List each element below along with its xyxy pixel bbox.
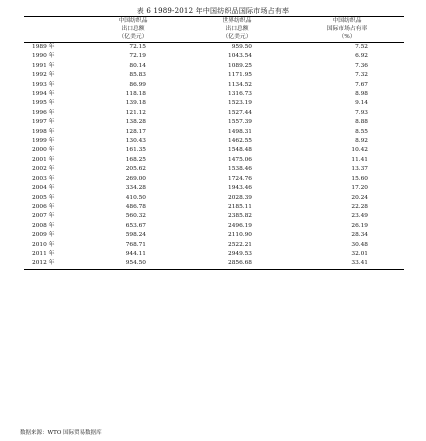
table-row: [24, 71, 404, 80]
table-row: [24, 212, 404, 221]
cell-market-share: 9.14: [355, 100, 368, 107]
table-row: [24, 146, 404, 155]
cell-market-share: 7.52: [355, 44, 368, 50]
cell-year: 2010 年: [32, 241, 55, 248]
table-row: [24, 52, 404, 61]
cell-market-share: 7.32: [355, 72, 368, 79]
cell-world-export: 1724.76: [228, 175, 252, 182]
cell-china-export: 944.11: [125, 250, 146, 257]
cell-china-export: 85.83: [129, 72, 146, 79]
table-row: [24, 81, 404, 90]
cell-world-export: 1523.19: [228, 100, 252, 107]
cell-china-export: 72.19: [129, 53, 146, 60]
cell-market-share: 30.48: [351, 241, 368, 248]
cell-world-export: 1557.39: [228, 119, 252, 126]
cell-market-share: 8.88: [355, 119, 368, 126]
cell-year: 1999 年: [32, 138, 55, 145]
header-share-line1: 中国纺织品: [290, 17, 404, 26]
table-row: [24, 231, 404, 240]
cell-market-share: 15.60: [351, 175, 368, 182]
cell-year: 1996 年: [32, 109, 55, 116]
cell-market-share: 33.41: [290, 259, 404, 269]
cell-world-export: 959.50: [231, 44, 252, 50]
cell-market-share: 10.42: [351, 147, 368, 154]
cell-china-export: 598.24: [125, 232, 146, 239]
table-row: [24, 259, 404, 269]
header-world-export-line3: （亿美元）: [184, 33, 290, 43]
cell-market-share: 8.55: [355, 128, 368, 135]
table-header: [24, 17, 404, 43]
table-row: [24, 194, 404, 203]
cell-market-share: 8.98: [355, 91, 368, 98]
header-year-line1: [24, 17, 82, 26]
cell-world-export: 1043.54: [228, 53, 252, 60]
cell-world-export: 2110.90: [228, 232, 252, 239]
cell-china-export: 138.28: [125, 119, 146, 126]
table-row: [24, 137, 404, 146]
cell-china-export: 72.15: [129, 44, 146, 50]
table-row: [24, 156, 404, 165]
cell-year: 1990 年: [32, 53, 55, 60]
table-row: [24, 109, 404, 118]
cell-year: 1992 年: [32, 72, 55, 79]
cell-world-export: 1548.48: [228, 147, 252, 154]
cell-market-share: 11.41: [351, 156, 368, 163]
cell-year: 1991 年: [32, 62, 55, 69]
cell-world-export: 1498.31: [228, 128, 252, 135]
cell-market-share: 8.92: [355, 138, 368, 145]
cell-world-export: 1943.46: [228, 185, 252, 192]
cell-china-export: 128.17: [125, 128, 146, 135]
cell-market-share: 17.20: [351, 185, 368, 192]
data-table: [24, 16, 404, 270]
cell-market-share: 28.34: [351, 232, 368, 239]
cell-world-export: 1462.55: [228, 138, 252, 145]
header-share-line3: （%）: [290, 33, 404, 43]
cell-china-export: 410.50: [125, 194, 146, 201]
cell-market-share: 13.37: [351, 166, 368, 173]
cell-market-share: 23.49: [351, 213, 368, 220]
cell-world-export: 2522.21: [228, 241, 252, 248]
cell-market-share: 26.19: [351, 222, 368, 229]
header-row-3: [24, 33, 404, 43]
table-row: [24, 241, 404, 250]
cell-china-export: 269.00: [125, 175, 146, 182]
cell-year: 1993 年: [32, 81, 55, 88]
cell-world-export: 1527.44: [228, 109, 252, 116]
cell-year: 1989 年: [32, 44, 55, 50]
cell-year: 1998 年: [32, 128, 55, 135]
cell-year: 2002 年: [32, 166, 55, 173]
cell-world-export: 1089.25: [228, 62, 252, 69]
cell-china-export: 161.35: [125, 147, 146, 154]
cell-world-export: 2949.53: [228, 250, 252, 257]
cell-market-share: 32.01: [351, 250, 368, 257]
cell-world-export: 1538.46: [228, 166, 252, 173]
table-row: [24, 222, 404, 231]
cell-market-share: 22.28: [351, 203, 368, 210]
cell-year: 2007 年: [32, 213, 55, 220]
header-world-export-line2: 出口总额: [225, 26, 249, 32]
header-china-export-line1: 中国纺织品: [82, 17, 184, 26]
cell-china-export: 80.14: [129, 62, 146, 69]
cell-world-export: 1171.95: [228, 72, 252, 79]
table-row: [24, 250, 404, 259]
cell-china-export: 139.18: [125, 100, 146, 107]
cell-year: 2009 年: [32, 232, 55, 239]
header-row-2: [24, 25, 404, 33]
cell-world-export: 2856.68: [184, 259, 290, 269]
header-china-export-line2: 出口总额: [121, 26, 145, 32]
table-row: [24, 203, 404, 212]
cell-world-export: 2496.19: [228, 222, 252, 229]
cell-market-share: 7.36: [355, 62, 368, 69]
table-row: [24, 62, 404, 71]
cell-china-export: 205.62: [125, 166, 146, 173]
cell-year: 1994 年: [32, 91, 55, 98]
cell-china-export: 334.28: [125, 185, 146, 192]
table-caption: 表 6 1989-2012 年中国纺织品国际市场占有率: [136, 7, 290, 15]
cell-china-export: 486.78: [125, 203, 146, 210]
cell-year: 2006 年: [32, 203, 55, 210]
table-row: [24, 128, 404, 137]
cell-china-export: 86.99: [129, 81, 146, 88]
cell-world-export: 1475.06: [228, 156, 252, 163]
cell-china-export: 121.12: [125, 109, 146, 116]
cell-year: 2003 年: [32, 175, 55, 182]
table-row: [24, 118, 404, 127]
cell-china-export: 954.50: [82, 259, 184, 269]
cell-year: 1995 年: [32, 100, 55, 107]
cell-market-share: 20.24: [351, 194, 368, 201]
cell-world-export: 2385.82: [228, 213, 252, 220]
cell-year: 2008 年: [32, 222, 55, 229]
cell-year: 2011 年: [32, 250, 55, 257]
table-row: [24, 184, 404, 193]
table-row: [24, 175, 404, 184]
header-year-line3: [24, 33, 82, 43]
cell-year: 2000 年: [32, 147, 55, 154]
table-body: [24, 43, 404, 270]
cell-china-export: 768.71: [125, 241, 146, 248]
cell-year: 1997 年: [32, 119, 55, 126]
cell-china-export: 168.25: [125, 156, 146, 163]
header-row-1: [24, 17, 404, 26]
table-row: [24, 43, 404, 53]
cell-market-share: 6.92: [355, 53, 368, 60]
cell-market-share: 7.67: [355, 81, 368, 88]
cell-world-export: 2028.39: [228, 194, 252, 201]
cell-china-export: 560.32: [125, 213, 146, 220]
cell-year: 2005 年: [32, 194, 55, 201]
header-year-line2: [24, 25, 82, 33]
cell-china-export: 118.18: [125, 91, 146, 98]
cell-world-export: 1134.52: [228, 81, 252, 88]
header-china-export-line3: （亿美元）: [82, 33, 184, 43]
cell-china-export: 653.67: [125, 222, 146, 229]
cell-world-export: 1316.73: [228, 91, 252, 98]
table-row: [24, 165, 404, 174]
cell-market-share: 7.93: [355, 109, 368, 116]
data-source-note: 数据来源：WTO 国际贸易数据库: [20, 430, 102, 436]
cell-china-export: 130.43: [125, 138, 146, 145]
header-share-line2: 国际市场占有率: [326, 26, 368, 32]
cell-year: 2001 年: [32, 156, 55, 163]
table-row: [24, 99, 404, 108]
cell-year: 2004 年: [32, 185, 55, 192]
cell-year: 2012 年: [24, 259, 82, 269]
header-world-export-line1: 世界纺织品: [184, 17, 290, 26]
table-row: [24, 90, 404, 99]
cell-world-export: 2185.11: [228, 203, 252, 210]
table-container: [24, 16, 404, 270]
